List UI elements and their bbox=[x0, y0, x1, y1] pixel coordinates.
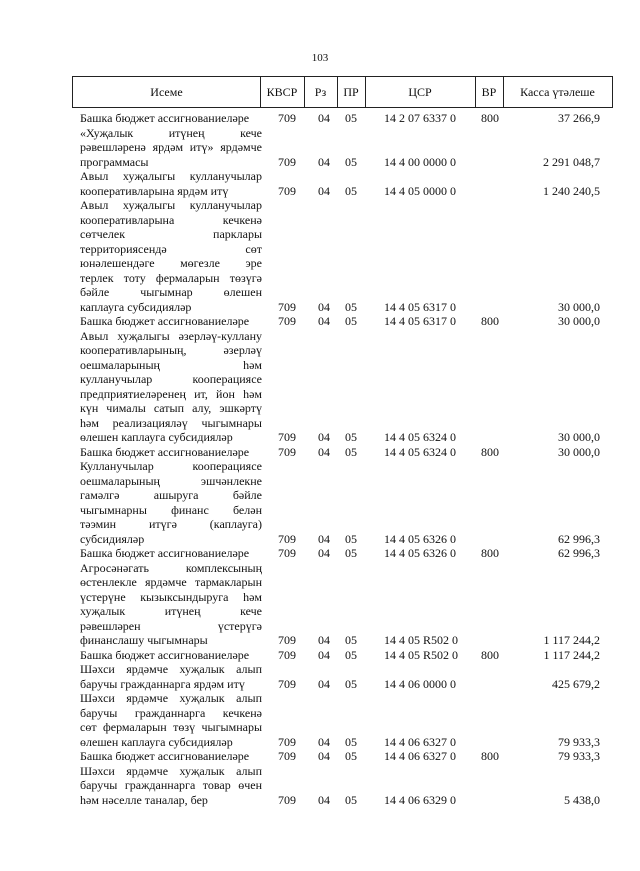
row-csr: 14 4 05 6326 0 bbox=[384, 531, 456, 546]
row-name-line: сөт фермаларын төзү чыгымнары bbox=[80, 720, 262, 734]
header-vr: ВР bbox=[475, 77, 504, 107]
row-pr: 05 bbox=[345, 792, 357, 807]
row-name bbox=[80, 111, 262, 126]
row-name bbox=[80, 169, 262, 198]
row-sum: 37 266,9 bbox=[558, 111, 600, 125]
row-kvsr: 709 bbox=[278, 111, 296, 125]
row-rz: 04 bbox=[318, 299, 330, 314]
row-name-line: субсидияләр bbox=[80, 531, 145, 546]
row-sum: 2 291 048,7 bbox=[543, 154, 600, 169]
row-kvsr: 709 bbox=[278, 546, 296, 560]
row-sum: 30 000,0 bbox=[558, 314, 600, 328]
row-name bbox=[80, 764, 262, 808]
row-rz: 04 bbox=[318, 633, 330, 647]
row-pr: 05 bbox=[345, 531, 357, 546]
row-name-line: оешмаларының эшчәнлекне bbox=[80, 473, 262, 488]
row-pr: 05 bbox=[345, 734, 357, 749]
row-csr: 14 4 05 6326 0 bbox=[384, 546, 456, 560]
row-rz: 04 bbox=[318, 647, 330, 662]
row-rz: 04 bbox=[318, 154, 330, 169]
row-csr: 14 4 05 0000 0 bbox=[384, 183, 456, 198]
row-name-line: Шәхси ярдәмче хуҗалык алып bbox=[80, 662, 262, 676]
header-sum: Касса үтәлеше bbox=[520, 85, 595, 99]
row-kvsr: 709 bbox=[278, 734, 296, 749]
row-csr: 14 4 06 0000 0 bbox=[384, 676, 456, 691]
row-kvsr: 709 bbox=[278, 299, 296, 314]
row-rz: 04 bbox=[318, 792, 330, 807]
row-name-line: Башка бюджет ассигнованиеләре bbox=[80, 647, 250, 662]
row-rz: 04 bbox=[318, 314, 330, 328]
row-name-line: баручы гражданнарга товар өчен bbox=[80, 778, 262, 792]
header-kvsr: КВСР bbox=[260, 77, 305, 107]
row-kvsr: 709 bbox=[278, 531, 296, 546]
row-name bbox=[80, 198, 262, 314]
row-sum: 1 117 244,2 bbox=[543, 647, 600, 662]
row-csr: 14 4 06 6327 0 bbox=[384, 734, 456, 749]
row-pr: 05 bbox=[345, 633, 357, 647]
row-name-line: каплауга субсидияләр bbox=[80, 299, 192, 314]
row-name-line: предприятиеләренең ит, йон һәм bbox=[80, 386, 262, 401]
row-name-line: тәэмин итүгә (каплауга) bbox=[80, 517, 262, 531]
row-sum: 62 996,3 bbox=[558, 546, 600, 560]
row-kvsr: 709 bbox=[278, 633, 296, 647]
row-name-line: программасы bbox=[80, 154, 149, 169]
row-name-line: финанслашу чыгымнары bbox=[80, 633, 208, 647]
row-csr: 14 4 05 6317 0 bbox=[384, 299, 456, 314]
row-sum: 5 438,0 bbox=[564, 792, 600, 807]
row-rz: 04 bbox=[318, 749, 330, 763]
row-vr: 800 bbox=[481, 647, 499, 662]
row-rz: 04 bbox=[318, 444, 330, 459]
row-name-line: сөтчелек парклары bbox=[80, 227, 262, 241]
row-pr: 05 bbox=[345, 546, 357, 560]
row-vr: 800 bbox=[481, 749, 499, 763]
row-pr: 05 bbox=[345, 111, 357, 125]
row-name bbox=[80, 329, 262, 445]
row-kvsr: 709 bbox=[278, 183, 296, 198]
row-kvsr: 709 bbox=[278, 792, 296, 807]
header-pr: ПР bbox=[337, 77, 366, 107]
row-name-line: Башка бюджет ассигнованиеләре bbox=[80, 546, 250, 560]
row-csr: 14 4 05 R502 0 bbox=[384, 647, 459, 662]
row-name-line: кулланучылар кооперациясе bbox=[80, 372, 262, 386]
row-sum: 1 240 240,5 bbox=[543, 183, 600, 198]
row-name-line: кооперативларының, әзерләү bbox=[80, 343, 262, 357]
row-name-line: территориясендә сөт bbox=[80, 241, 262, 256]
row-pr: 05 bbox=[345, 676, 357, 691]
row-name-line: терлек тоту фермаларын төзүгә bbox=[80, 270, 262, 285]
row-rz: 04 bbox=[318, 531, 330, 546]
row-name-line: бәйле чыгымнар өлешен bbox=[80, 285, 262, 299]
row-sum: 425 679,2 bbox=[552, 676, 600, 691]
row-kvsr: 709 bbox=[278, 676, 296, 691]
header-name: Исеме bbox=[73, 77, 261, 107]
row-sum: 79 933,3 bbox=[558, 734, 600, 749]
row-name-line: хуҗалык итүнең кече bbox=[80, 604, 262, 618]
row-name-line: Кулланучылар кооперациясе bbox=[80, 459, 262, 473]
row-name-line: Шәхси ярдәмче хуҗалык алып bbox=[80, 763, 262, 778]
row-name-line: өлешен каплауга субсидияләр bbox=[80, 734, 233, 749]
row-csr: 14 4 05 R502 0 bbox=[384, 633, 459, 647]
row-name-line: рәвешләренә ярдәм итү» ярдәмче bbox=[80, 140, 262, 154]
row-name-line: юнәлешендәге мөгезле эре bbox=[80, 256, 262, 270]
row-pr: 05 bbox=[345, 314, 357, 328]
row-sum: 62 996,3 bbox=[558, 531, 600, 546]
header-csr: ЦСР bbox=[365, 77, 476, 107]
row-name bbox=[80, 459, 262, 546]
row-name-line: Башка бюджет ассигнованиеләре bbox=[80, 314, 250, 328]
row-name bbox=[80, 749, 262, 764]
row-rz: 04 bbox=[318, 676, 330, 691]
row-kvsr: 709 bbox=[278, 430, 296, 444]
row-name-line: өлешен каплауга субсидияләр bbox=[80, 430, 233, 444]
row-csr: 14 4 00 0000 0 bbox=[384, 154, 456, 169]
row-name-line: рәвешләрен үстерүгә bbox=[80, 618, 262, 633]
row-pr: 05 bbox=[345, 430, 357, 444]
row-sum: 30 000,0 bbox=[558, 299, 600, 314]
row-name-line: Авыл хуҗалыгы кулланучылар bbox=[80, 198, 262, 212]
row-sum: 1 117 244,2 bbox=[543, 633, 600, 647]
table-header bbox=[72, 76, 613, 108]
row-kvsr: 709 bbox=[278, 314, 296, 328]
row-sum: 79 933,3 bbox=[558, 749, 600, 763]
row-name-line: Башка бюджет ассигнованиеләре bbox=[80, 444, 250, 459]
row-kvsr: 709 bbox=[278, 444, 296, 459]
row-vr: 800 bbox=[481, 111, 499, 125]
row-name bbox=[80, 126, 262, 170]
row-name-line: гамәлгә ашыруга бәйле bbox=[80, 488, 262, 502]
row-kvsr: 709 bbox=[278, 154, 296, 169]
row-name bbox=[80, 445, 262, 460]
row-pr: 05 bbox=[345, 647, 357, 662]
row-name-line: оешмаларының һәм bbox=[80, 357, 262, 372]
row-name-line: Башка бюджет ассигнованиеләре bbox=[80, 749, 250, 763]
row-vr: 800 bbox=[481, 546, 499, 560]
row-csr: 14 4 05 6324 0 bbox=[384, 430, 456, 444]
row-vr: 800 bbox=[481, 444, 499, 459]
row-csr: 14 4 05 6324 0 bbox=[384, 444, 456, 459]
row-name-line: кооперативларына кечкенә bbox=[80, 212, 262, 227]
row-name-line: һәм нәселле таналар, бер bbox=[80, 792, 208, 807]
row-name-line: Авыл хуҗалыгы кулланучылар bbox=[80, 169, 262, 183]
row-pr: 05 bbox=[345, 444, 357, 459]
row-rz: 04 bbox=[318, 430, 330, 444]
page-number: 103 bbox=[311, 52, 329, 64]
row-name bbox=[80, 561, 262, 648]
row-csr: 14 4 06 6329 0 bbox=[384, 792, 456, 807]
row-name-line: күн чималы сатып алу, эшкәртү bbox=[80, 401, 262, 415]
row-name bbox=[80, 546, 262, 561]
row-name-line: чыгымнарны финанс белән bbox=[80, 502, 262, 517]
row-name bbox=[80, 648, 262, 663]
row-name-line: баручы гражданнарга кечкенә bbox=[80, 705, 262, 720]
row-csr: 14 2 07 6337 0 bbox=[384, 111, 456, 125]
row-name-line: Авыл хуҗалыгы әзерләү-куллану bbox=[80, 328, 262, 343]
row-name-line: баручы гражданнарга ярдәм итү bbox=[80, 676, 245, 691]
row-kvsr: 709 bbox=[278, 749, 296, 763]
row-rz: 04 bbox=[318, 111, 330, 125]
row-kvsr: 709 bbox=[278, 647, 296, 662]
row-name bbox=[80, 691, 262, 749]
header-rz: Рз bbox=[304, 77, 338, 107]
row-pr: 05 bbox=[345, 749, 357, 763]
row-name-line: кооперативларына ярдәм итү bbox=[80, 183, 229, 198]
row-csr: 14 4 05 6317 0 bbox=[384, 314, 456, 328]
row-csr: 14 4 06 6327 0 bbox=[384, 749, 456, 763]
row-rz: 04 bbox=[318, 183, 330, 198]
row-name-line: Шәхси ярдәмче хуҗалык алып bbox=[80, 691, 262, 705]
row-name-line: Агросәнәгать комплексының bbox=[80, 560, 262, 575]
row-sum: 30 000,0 bbox=[558, 444, 600, 459]
row-rz: 04 bbox=[318, 546, 330, 560]
row-pr: 05 bbox=[345, 299, 357, 314]
row-pr: 05 bbox=[345, 183, 357, 198]
row-name-line: һәм реализацияләү чыгымнары bbox=[80, 415, 262, 430]
row-sum: 30 000,0 bbox=[558, 430, 600, 444]
row-pr: 05 bbox=[345, 154, 357, 169]
row-name-line: «Хуҗалык итүнең кече bbox=[80, 125, 262, 140]
row-name bbox=[80, 662, 262, 691]
row-name-line: өстенлекле ярдәмче тармакларын bbox=[80, 575, 262, 589]
row-name bbox=[80, 314, 262, 329]
row-name-line: үстерүне кызыксындыруга һәм bbox=[80, 589, 262, 604]
row-name-line: Башка бюджет ассигнованиеләре bbox=[80, 111, 250, 125]
row-vr: 800 bbox=[481, 314, 499, 328]
row-rz: 04 bbox=[318, 734, 330, 749]
